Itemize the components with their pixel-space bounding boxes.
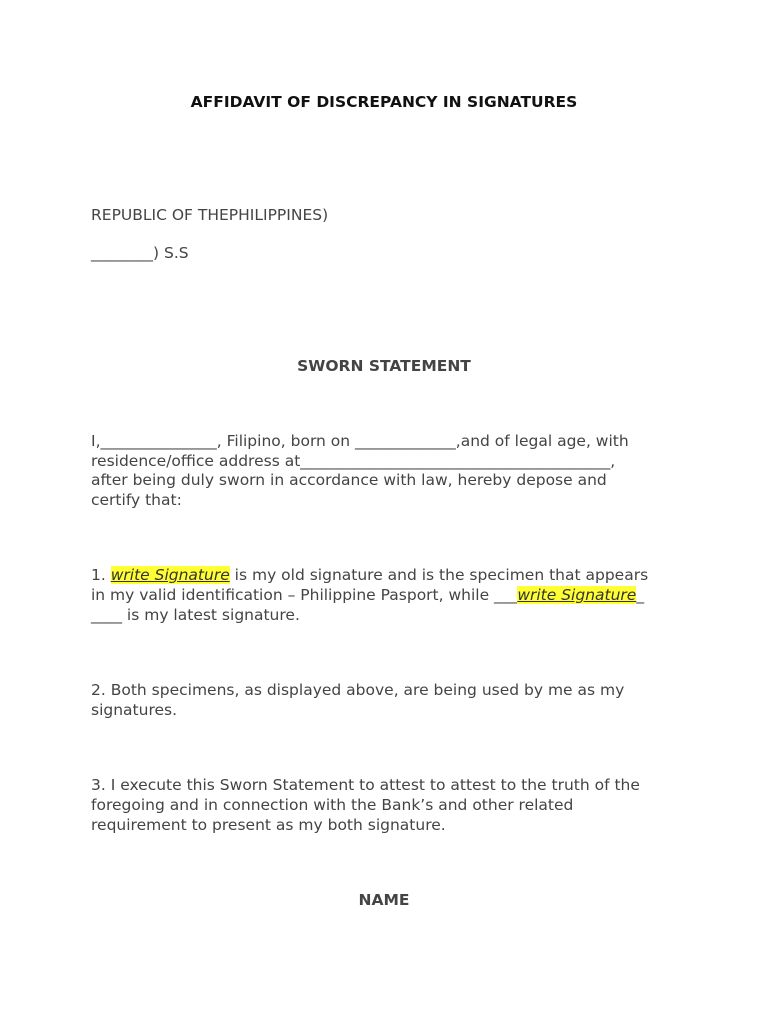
item-text: is my old signature and is the specimen that appears xyxy=(229,566,649,584)
item-number: 1. xyxy=(91,566,111,584)
document-title: AFFIDAVIT OF DISCREPANCY IN SIGNATURES xyxy=(190,93,578,111)
venue-line-1: REPUBLIC OF THEPHILIPPINES) xyxy=(91,206,329,224)
venue-line-2: ________) S.S xyxy=(91,244,189,262)
signatory-name: NAME xyxy=(358,891,410,909)
statement-heading: SWORN STATEMENT xyxy=(297,357,471,375)
item-text: in my valid identification – Philippine Pasport, while ___ xyxy=(91,586,518,604)
item-2-line-2: signatures. xyxy=(91,701,178,719)
item-1-line-1 xyxy=(91,566,731,586)
item-1-line-2 xyxy=(91,586,731,606)
item-1-line-3: ____ is my latest signature. xyxy=(91,606,300,624)
intro-line: I,_______________, Filipino, born on _____________,and of legal age, with xyxy=(91,432,629,450)
item-3-line-1: 3. I execute this Sworn Statement to attest to attest to the truth of the xyxy=(91,776,640,794)
item-2-line-1: 2. Both specimens, as displayed above, are being used by me as my xyxy=(91,681,625,699)
intro-line: residence/office address at________________________________________, xyxy=(91,452,616,470)
item-3-line-2: foregoing and in connection with the Bank’s and other related xyxy=(91,796,574,814)
intro-line: after being duly sworn in accordance with law, hereby depose and xyxy=(91,471,607,489)
item-3-line-3: requirement to present as my both signature. xyxy=(91,816,446,834)
item-text: _ xyxy=(636,586,645,604)
new-signature-placeholder: write Signature xyxy=(517,586,637,604)
old-signature-placeholder: write Signature xyxy=(110,566,230,584)
intro-line: certify that: xyxy=(91,491,182,509)
